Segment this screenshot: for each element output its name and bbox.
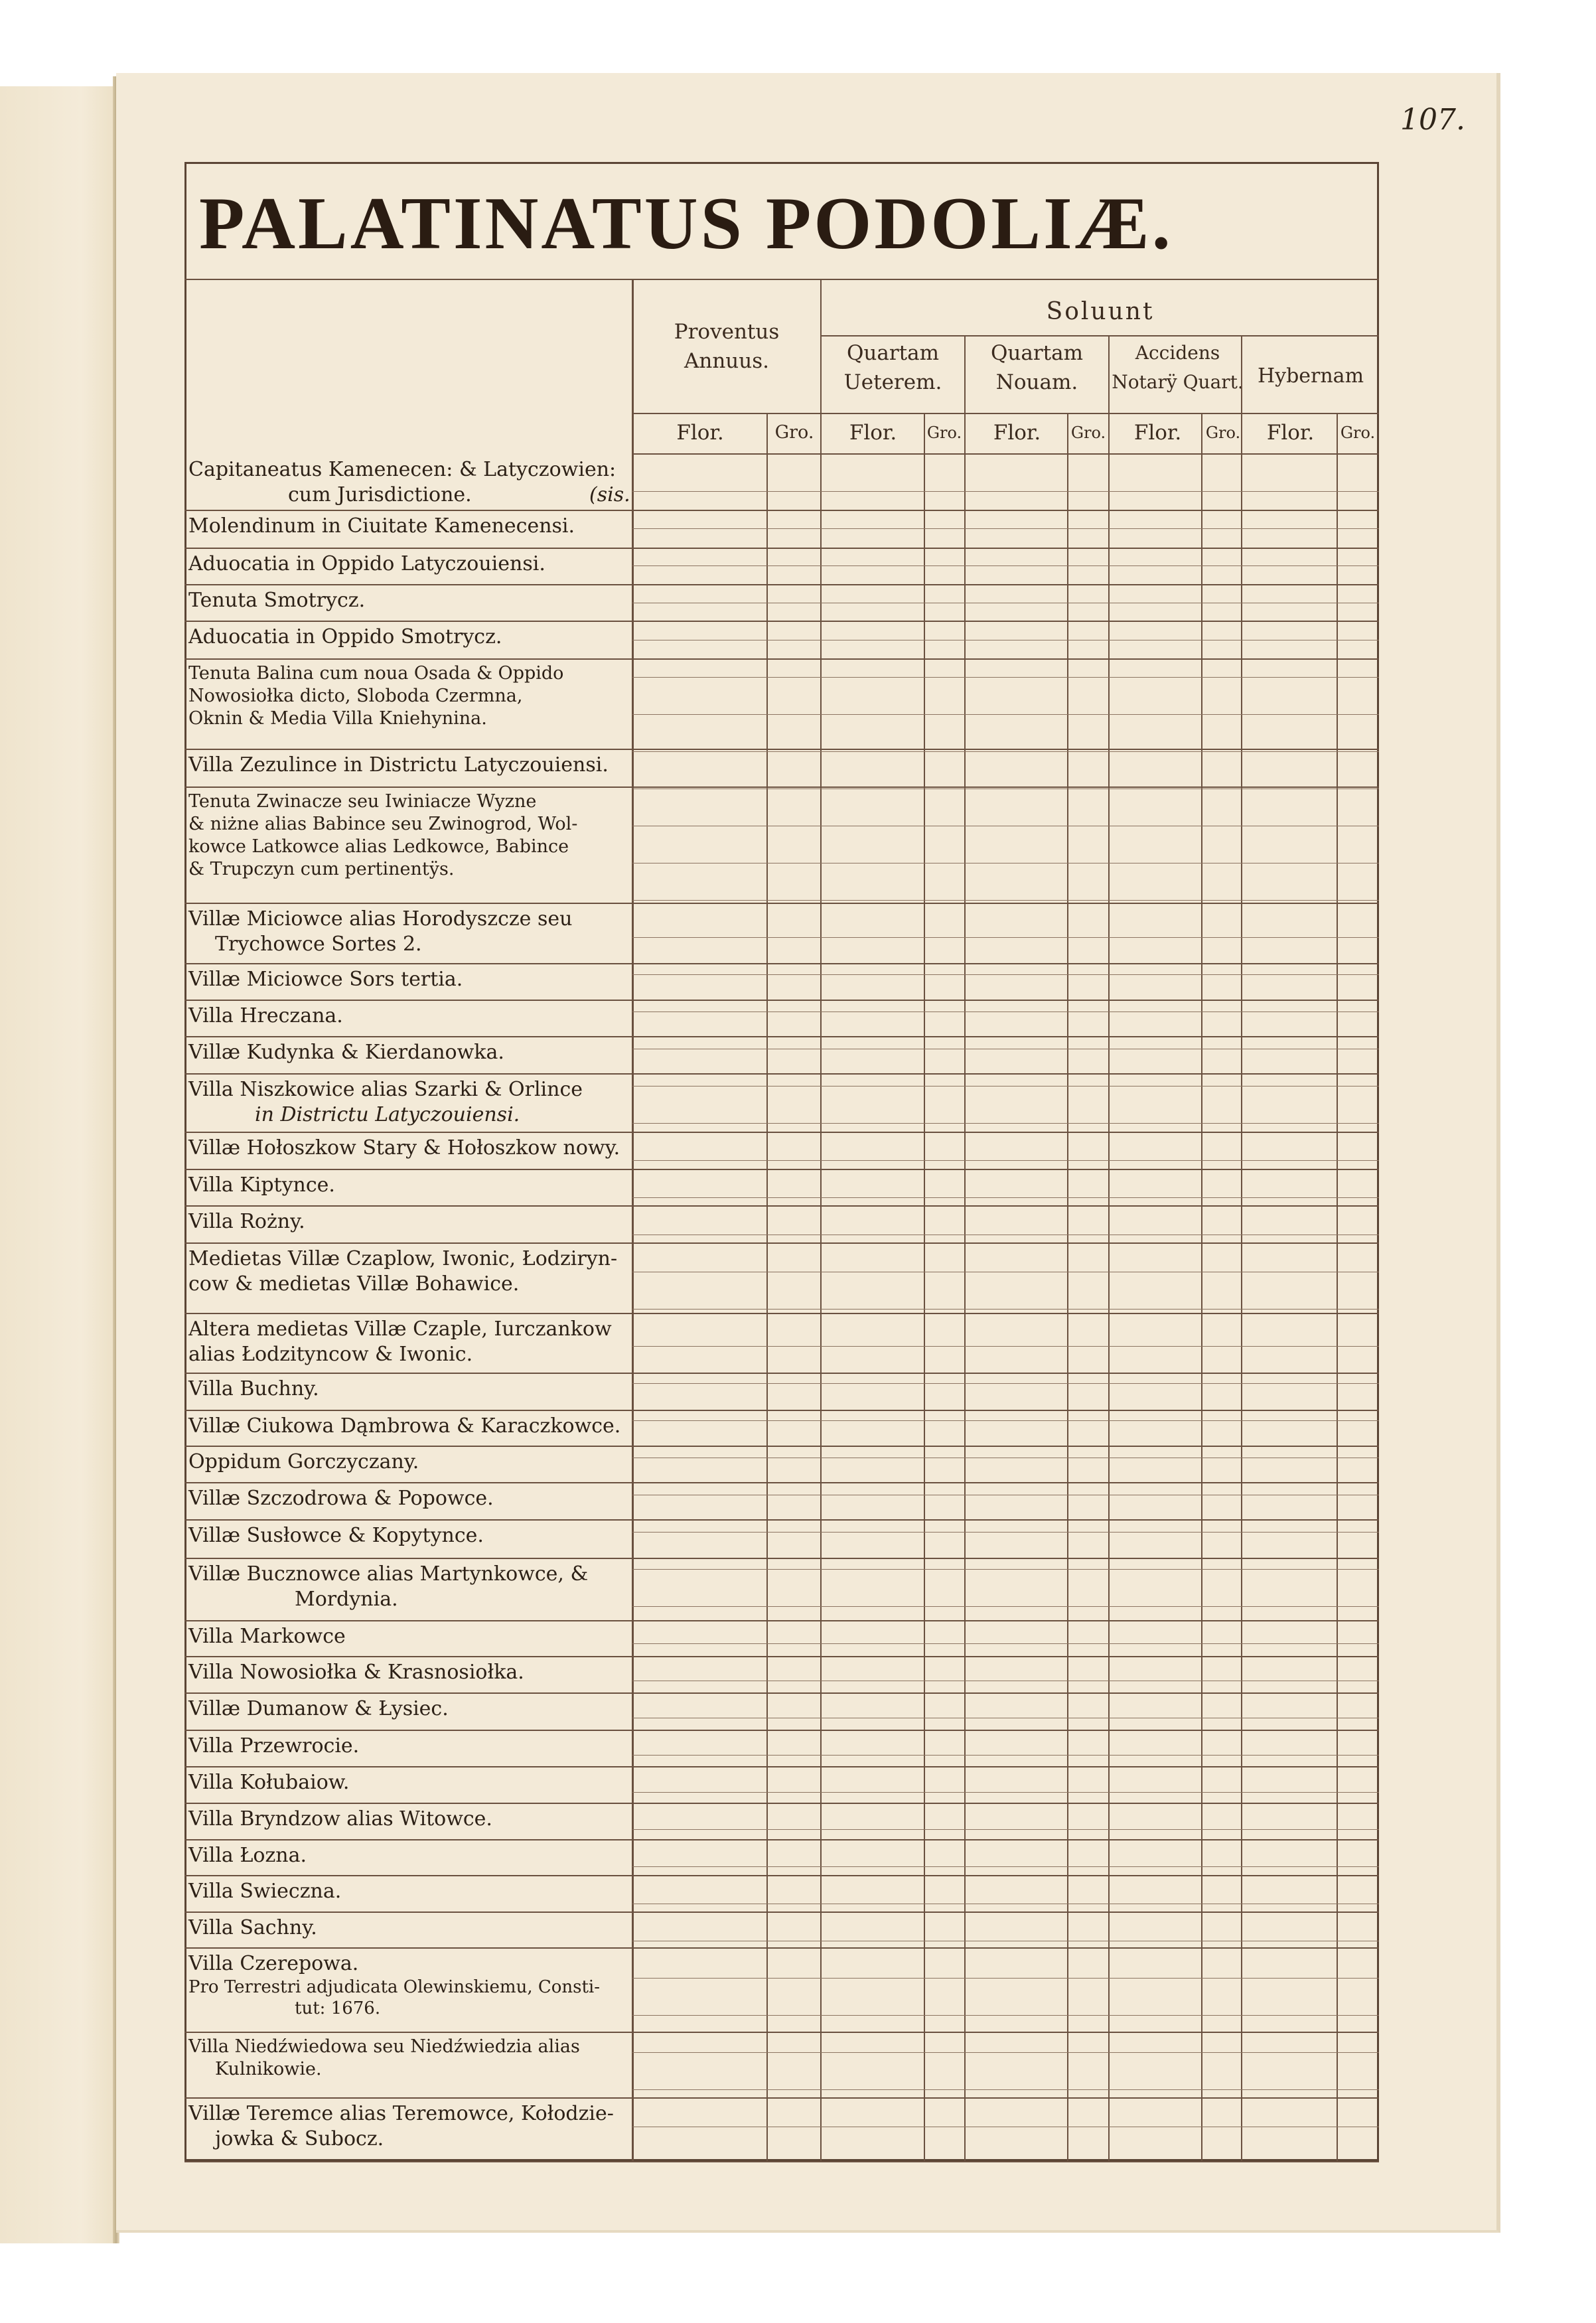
ledger-row-label: [184, 1377, 630, 1410]
ledger-row-label: [184, 1624, 630, 1656]
amount-column-rule: [632, 937, 1379, 938]
ledger-row-line-1: Tenuta Smotrycz.: [188, 589, 366, 612]
ledger-row-line-1: Aduocatia in Oppido Latyczouiensi.: [188, 552, 545, 575]
ledger-row-label: [184, 1136, 630, 1169]
ledger-row-line-1: Villa Rożny.: [188, 1210, 305, 1233]
accidens-line-1: Accidens: [1135, 342, 1220, 364]
row-rule: [184, 2161, 1379, 2162]
accidens-line-2: Notarÿ Quart.: [1112, 371, 1244, 393]
ledger-row-line-1: Villa Niszkowice alias Szarki & Orlince: [188, 1078, 583, 1101]
ledger-row-line-2: Nowosiołka dicto, Sloboda Czermna,: [188, 686, 523, 706]
ledger-row-line-3: kowce Latkowce alias Ledkowce, Babince: [188, 836, 569, 857]
row-rule: [184, 1132, 1379, 1133]
ledger-row-label: [184, 1414, 630, 1446]
ledger-row-label: [184, 625, 630, 658]
amount-column-rule: [632, 788, 1379, 789]
row-rule: [184, 1656, 1379, 1657]
ledger-row-line-1: Villa Sachny.: [188, 1916, 317, 1939]
ledger-row-line-2: alias Łodzityncow & Iwonic.: [188, 1343, 473, 1366]
amount-column-rule: [632, 1792, 1379, 1793]
gro-header-veterem: Gro.: [926, 423, 962, 442]
ledger-row-label: [184, 1246, 630, 1313]
row-rule: [184, 1803, 1379, 1804]
row-rule: [184, 1313, 1379, 1314]
ledger-row-label: [184, 514, 630, 548]
quartam-veterem-header: [822, 338, 964, 397]
flor-header-hybernam: Flor.: [1266, 421, 1315, 445]
hybernam-gro-divider: [1337, 413, 1338, 2161]
ledger-row-line-1: Villæ Miciowce Sors tertia.: [188, 968, 463, 991]
amount-column-rule: [632, 1309, 1379, 1310]
header-bottom-rule: [632, 453, 1379, 455]
gro-header-proventus: Gro.: [774, 422, 814, 443]
ledger-row-line-3: tut: 1676.: [295, 1998, 381, 2018]
page-title: PALATINATUS PODOLIÆ.: [199, 183, 1173, 265]
ledger-row-label: [184, 1879, 630, 1911]
row-rule: [184, 1730, 1379, 1731]
ledger-row-label: [184, 1696, 630, 1730]
ledger-row-label: [184, 1004, 630, 1036]
row-rule: [184, 1000, 1379, 1001]
amount-column-rule: [632, 714, 1379, 715]
ledger-row-label: [184, 2101, 630, 2161]
row-rule: [184, 1446, 1379, 1447]
ledger-row-label: [184, 967, 630, 1000]
ledger-row-label: [184, 1173, 630, 1205]
row-rule: [184, 548, 1379, 549]
hybernam-header: Hybernam: [1257, 364, 1364, 388]
ledger-row-line-2: & niżne alias Babince seu Zwinogrod, Wol-: [188, 814, 578, 834]
ledger-row-label: [184, 2036, 630, 2097]
ledger-row-line-1: Villæ Teremce alias Teremowce, Kołodzie-: [188, 2102, 614, 2125]
gro-header-hybernam: Gro.: [1340, 423, 1376, 442]
flor-header-novam: Flor.: [993, 421, 1041, 445]
ledger-row-line-1: Villa Niedźwiedowa seu Niedźwiedzia alias: [188, 2036, 580, 2057]
ledger-row-line-1: Villæ Susłowce & Kopytynce.: [188, 1524, 484, 1547]
row-rule: [184, 1692, 1379, 1694]
ledger-row-line-1: Tenuta Zwinacze seu Iwiniacze Wyzne: [188, 791, 537, 812]
ledger-row-line-2: Kulnikowie.: [215, 2059, 322, 2079]
row-rule: [184, 1766, 1379, 1767]
proventus-line-2: Annuus.: [684, 349, 769, 373]
amount-column-rule: [632, 2089, 1379, 2090]
ledger-row-line-2: in Districtu Latyczouiensi.: [255, 1103, 520, 1126]
ledger-row-line-1: Villa Przewrocie.: [188, 1734, 360, 1758]
ledger-row-label: [184, 662, 630, 749]
ledger-row-line-2: jowka & Subocz.: [215, 2127, 384, 2150]
left-page-edge: [0, 86, 116, 2257]
ledger-row-line-1: Medietas Villæ Czaplow, Iwonic, Łodziryn-: [188, 1247, 618, 1270]
ledger-row-line-1: Aduocatia in Oppido Smotrycz.: [188, 625, 502, 648]
ledger-row-line-1: Villa Hreczana.: [188, 1004, 343, 1027]
row-rule: [184, 1947, 1379, 1949]
ledger-row-line-1: Villæ Dumanow & Łysiec.: [188, 1697, 449, 1720]
ledger-row-label: [184, 1486, 630, 1519]
row-rule: [184, 2097, 1379, 2099]
ledger-row-line-1: Villa Łozna.: [188, 1844, 307, 1867]
flor-header-accidens: Flor.: [1133, 421, 1182, 445]
row-rule: [184, 1839, 1379, 1840]
ledger-row-line-1: Villæ Kudynka & Kierdanowka.: [188, 1041, 504, 1064]
row-rule: [184, 510, 1379, 511]
ledger-row-line-1: Molendinum in Ciuitate Kamenecensi.: [188, 514, 575, 538]
flor-header-veterem: Flor.: [849, 421, 897, 445]
row-rule: [184, 1875, 1379, 1876]
amount-column-rule: [632, 1160, 1379, 1161]
flor-header-proventus: Flor.: [676, 421, 724, 445]
amount-column-rule: [632, 751, 1379, 752]
ledger-row-label: [184, 1077, 630, 1132]
row-rule: [184, 963, 1379, 964]
ledger-row-line-1: Villa Bryndzow alias Witowce.: [188, 1807, 492, 1831]
row-rule: [184, 1482, 1379, 1483]
amount-column-rule: [632, 1383, 1379, 1384]
ledger-row-line-1: Oppidum Gorczyczany.: [188, 1450, 419, 1473]
ledger-row-line-1: Villa Buchny.: [188, 1377, 319, 1400]
subheader-rule: [822, 335, 1379, 337]
hybernam-divider: [1241, 335, 1242, 2161]
row-rule: [184, 1373, 1379, 1374]
quartam-novam-line-1: Quartam: [990, 341, 1083, 365]
ledger-row-line-1: Tenuta Balina cum noua Osada & Oppido: [188, 663, 564, 684]
ledger-row-line-3: (sis.: [589, 483, 630, 506]
accidens-gro-divider: [1201, 413, 1202, 2161]
ledger-row-label: [184, 1317, 630, 1373]
row-rule: [184, 1911, 1379, 1913]
ledger-row-label: [184, 1660, 630, 1692]
amount-column-rule: [632, 2052, 1379, 2053]
ledger-row-line-2: Pro Terrestri adjudicata Olewinskiemu, Consti-: [188, 1977, 601, 1997]
row-rule: [184, 1410, 1379, 1411]
row-rule: [184, 1620, 1379, 1621]
ledger-row-line-3: Oknin & Media Villa Kniehynina.: [188, 708, 487, 729]
ledger-row-line-1: Altera medietas Villæ Czaple, Iurczankow: [188, 1317, 612, 1341]
title-rule: [184, 279, 1379, 280]
amount-column-rule: [632, 1606, 1379, 1607]
ledger-row-label: [184, 790, 630, 903]
quartam-veterem-line-2: Ueterem.: [843, 370, 942, 394]
background-gutter: [0, 2243, 179, 2323]
ledger-row-line-1: Villa Zezulince in Districtu Latyczouiensi.: [188, 753, 609, 777]
amount-column-rule: [632, 1123, 1379, 1124]
quartam-novam-line-2: Nouam.: [995, 370, 1078, 394]
row-rule: [184, 903, 1379, 904]
row-rule: [184, 1036, 1379, 1037]
amount-column-rule: [632, 1086, 1379, 1087]
novam-gro-divider: [1067, 413, 1068, 2161]
ledger-row-label: [184, 1523, 630, 1558]
amount-column-rule: [632, 1755, 1379, 1756]
ledger-row-label: [184, 1209, 630, 1242]
amount-column-rule: [632, 1978, 1379, 1979]
row-rule: [184, 1242, 1379, 1244]
row-rule: [184, 658, 1379, 660]
amount-column-rule: [632, 1532, 1379, 1533]
accidens-divider: [1108, 335, 1110, 2161]
row-rule: [184, 621, 1379, 622]
ledger-row-line-1: Villa Kołubaiow.: [188, 1771, 350, 1794]
ledger-row-line-1: Villa Markowce: [188, 1625, 346, 1648]
veterem-gro-divider: [924, 413, 925, 2161]
amount-column-rule: [632, 1346, 1379, 1347]
ledger-row-label: [184, 1562, 630, 1620]
amount-column-rule: [632, 491, 1379, 492]
ledger-row-line-1: Villæ Ciukowa Dąmbrowa & Karaczkowce.: [188, 1414, 621, 1438]
row-rule: [184, 1169, 1379, 1170]
amount-column-rule: [632, 900, 1379, 901]
row-rule: [184, 1073, 1379, 1075]
column-header-rule: [632, 413, 1379, 414]
row-rule: [184, 584, 1379, 585]
proventus-line-1: Proventus: [674, 320, 780, 344]
amount-column-rule: [632, 1420, 1379, 1421]
row-rule: [184, 1205, 1379, 1207]
ledger-row-line-1: Villa Nowosiołka & Krasnosiołka.: [188, 1661, 524, 1684]
ledger-row-label: [184, 1843, 630, 1875]
row-rule: [184, 2032, 1379, 2033]
quartam-veterem-line-1: Quartam: [846, 341, 939, 365]
gro-header-novam: Gro.: [1070, 423, 1106, 442]
ledger-row-line-1: Villæ Hołoszkow Stary & Hołoszkow nowy.: [188, 1136, 620, 1160]
row-rule: [184, 749, 1379, 750]
ledger-row-label: [184, 1734, 630, 1766]
ledger-row-label: [184, 1040, 630, 1073]
amount-column-rule: [632, 2015, 1379, 2016]
ledger-row-line-1: Villa Czerepowa.: [188, 1952, 359, 1975]
ledger-row-line-1: Capitaneatus Kamenecen: & Latyczowien:: [188, 458, 617, 481]
amount-column-rule: [632, 1866, 1379, 1867]
row-rule: [184, 1558, 1379, 1559]
quartam-novam-header: [966, 338, 1108, 397]
ledger-row-label: [184, 1450, 630, 1482]
ledger-row-label: [184, 457, 630, 510]
ledger-row-label: [184, 1951, 630, 2032]
ledger-row-line-2: Mordynia.: [295, 1588, 398, 1611]
solvunt-header: Soluunt: [1046, 298, 1155, 325]
amount-column-rule: [632, 974, 1379, 975]
gro-header-accidens: Gro.: [1205, 423, 1241, 442]
ledger-row-label: [184, 1915, 630, 1947]
amount-column-rule: [632, 565, 1379, 566]
ledger-row-label: [184, 1807, 630, 1839]
amount-column-rule: [632, 1197, 1379, 1198]
ledger-row-line-1: Villa Swieczna.: [188, 1880, 342, 1903]
proventus-header: [634, 317, 820, 376]
ledger-row-label: [184, 753, 630, 787]
ledger-row-label: [184, 552, 630, 584]
row-rule: [184, 787, 1379, 788]
page-number: 107.: [1400, 103, 1465, 137]
ledger-row-line-2: cow & medietas Villæ Bohawice.: [188, 1272, 520, 1296]
ledger-row-line-2: Trychowce Sortes 2.: [215, 933, 422, 956]
accidens-header: [1110, 338, 1246, 397]
ledger-row-line-1: Villæ Szczodrowa & Popowce.: [188, 1487, 494, 1510]
amount-column-rule: [632, 528, 1379, 529]
ledger-row-line-1: Villæ Bucznowce alias Martynkowce, &: [188, 1562, 589, 1586]
amount-column-rule: [632, 1643, 1379, 1644]
label-divider: [632, 279, 634, 2161]
ledger-row-label: [184, 1770, 630, 1803]
amount-column-rule: [632, 677, 1379, 678]
ledger-row-label: [184, 588, 630, 621]
solvunt-divider: [820, 279, 822, 2161]
ledger-row-line-1: Villæ Miciowce alias Horodyszcze seu: [188, 907, 573, 931]
novam-divider: [964, 335, 966, 2161]
ledger-row-line-1: Villa Kiptynce.: [188, 1173, 335, 1197]
amount-column-rule: [632, 1829, 1379, 1830]
ledger-row-line-2: cum Jurisdictione.: [288, 483, 472, 506]
ledger-row-label: [184, 907, 630, 963]
amount-column-rule: [632, 1569, 1379, 1570]
proventus-gro-divider: [766, 413, 768, 2161]
row-rule: [184, 1519, 1379, 1521]
ledger-row-line-4: & Trupczyn cum pertinentÿs.: [188, 859, 455, 879]
